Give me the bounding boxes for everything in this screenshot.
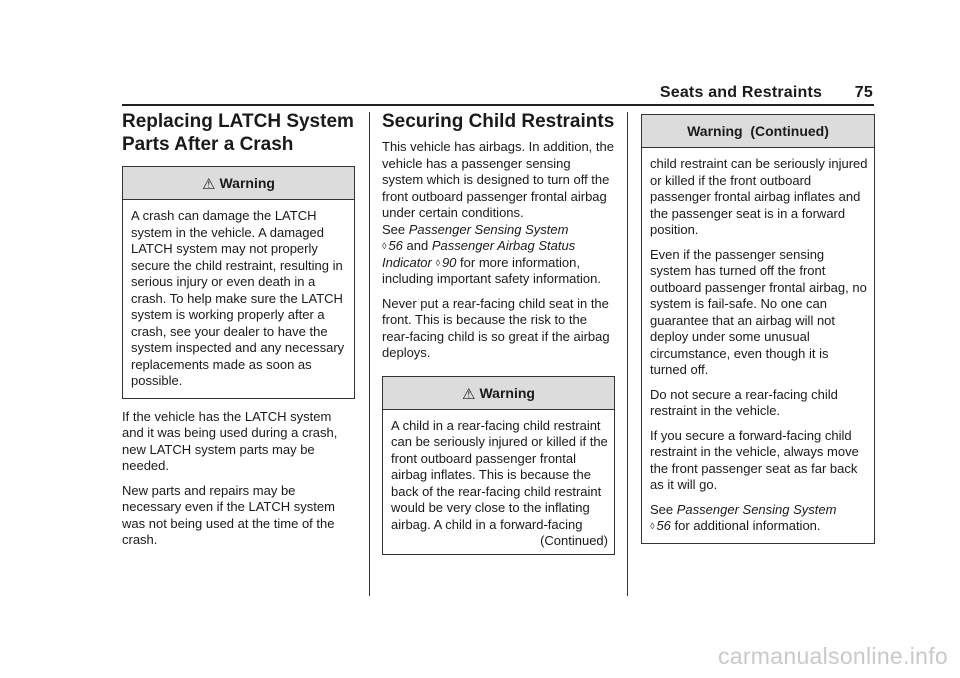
paragraph: If the vehicle has the LATCH system and it was being used during a crash, new LATCH system parts may be needed. — [122, 408, 338, 473]
section-heading-child-restraints: Securing Child Restraints — [382, 111, 615, 132]
section-heading-latch: Replacing LATCH System Parts After a Crash — [122, 111, 354, 155]
warning-title: Warning — [219, 175, 275, 191]
warning-triangle-icon: ⚠ — [462, 385, 476, 403]
column-3 — [641, 114, 875, 544]
page-reference-arrow-icon: ◊ — [435, 257, 440, 268]
header-rule — [122, 104, 874, 106]
warning-header — [123, 167, 354, 200]
page-header — [660, 84, 873, 102]
reference-title: Passenger Sensing System — [676, 501, 837, 517]
paragraph: Never put a rear-facing child seat in the front. This is because the risk to the rear-facing child is so great if the airbag deploys. — [382, 295, 610, 360]
reference-page: 56 — [656, 518, 671, 533]
and-label: and — [406, 238, 429, 253]
watermark: carmanualsonline.info — [717, 643, 948, 669]
reference-title: Passenger Sensing System — [408, 221, 569, 237]
warning-text: A child in a rear-facing child restraint can be seriously injured or killed if the front outboard passenger frontal airbag inflates. This is because the back of the rear-facing child restraint would be very close to the inflating airbag. A child in a forward-facing — [391, 417, 608, 532]
column-1 — [122, 110, 355, 557]
warning-paragraph: Do not secure a rear-facing child restraint in the vehicle. — [650, 386, 838, 418]
warning-body — [383, 410, 614, 554]
paragraph-tail: for more information, including important safety information. — [382, 254, 601, 286]
paragraph-text: This vehicle has airbags. In addition, the vehicle has a passenger sensing system which is designed to turn off the front outboard passenger frontal airbag under certain conditions. — [382, 139, 614, 220]
warning-paragraph — [650, 502, 868, 535]
warning-header — [383, 377, 614, 410]
warning-body — [123, 200, 354, 398]
see-label: See — [382, 221, 406, 237]
warning-box-latch — [122, 166, 355, 399]
warning-box-child-restraint — [382, 376, 615, 555]
warning-title: Warning (Continued) — [687, 123, 829, 139]
warning-triangle-icon: ⚠ — [202, 176, 216, 193]
column-divider-2 — [627, 112, 628, 596]
warning-body — [642, 148, 874, 543]
warning-paragraph: child restraint can be seriously injured or killed if the front outboard passenger frontal airbag inflates and the passenger seat is in a forward position. — [650, 156, 868, 237]
warning-box-continued — [641, 114, 875, 544]
reference-page: 56 — [388, 238, 403, 253]
paragraph — [382, 139, 615, 288]
see-label: See — [650, 501, 674, 517]
column-2 — [382, 110, 615, 555]
section-title: Seats and Restraints — [659, 84, 823, 101]
warning-title: Warning — [479, 384, 535, 401]
paragraph: New parts and repairs may be necessary even if the LATCH system was not being used at the time of the crash. — [122, 482, 335, 547]
reference-title: Passenger Airbag Status Indicator — [382, 238, 576, 270]
column-divider-1 — [369, 112, 370, 596]
continued-label: (Continued) — [540, 533, 608, 548]
paragraph-tail: for additional information. — [674, 518, 821, 533]
warning-paragraph: If you secure a forward-facing child restraint in the vehicle, always move the front passenger seat as far back as it will go. — [650, 427, 859, 492]
page-number: 75 — [854, 84, 873, 101]
reference-page: 90 — [441, 254, 457, 270]
warning-header — [642, 115, 874, 148]
warning-text: A crash can damage the LATCH system in the vehicle. A damaged LATCH system may not properly secure the child restraint, resulting in serious injury or even death in a crash. To help make sure the LATCH system is working properly after a crash, see your dealer to have the system inspected and any necessary replacements made as soon as possible. — [131, 208, 345, 388]
page-reference-arrow-icon: ◊ — [650, 521, 655, 531]
warning-paragraph: Even if the passenger sensing system has turned off the front outboard passenger frontal airbag, no system is fail-safe. No one can guarantee that an airbag will not deploy under some unusual circumstance, even though it is turned off. — [650, 246, 867, 377]
page-reference-arrow-icon: ◊ — [382, 241, 387, 251]
